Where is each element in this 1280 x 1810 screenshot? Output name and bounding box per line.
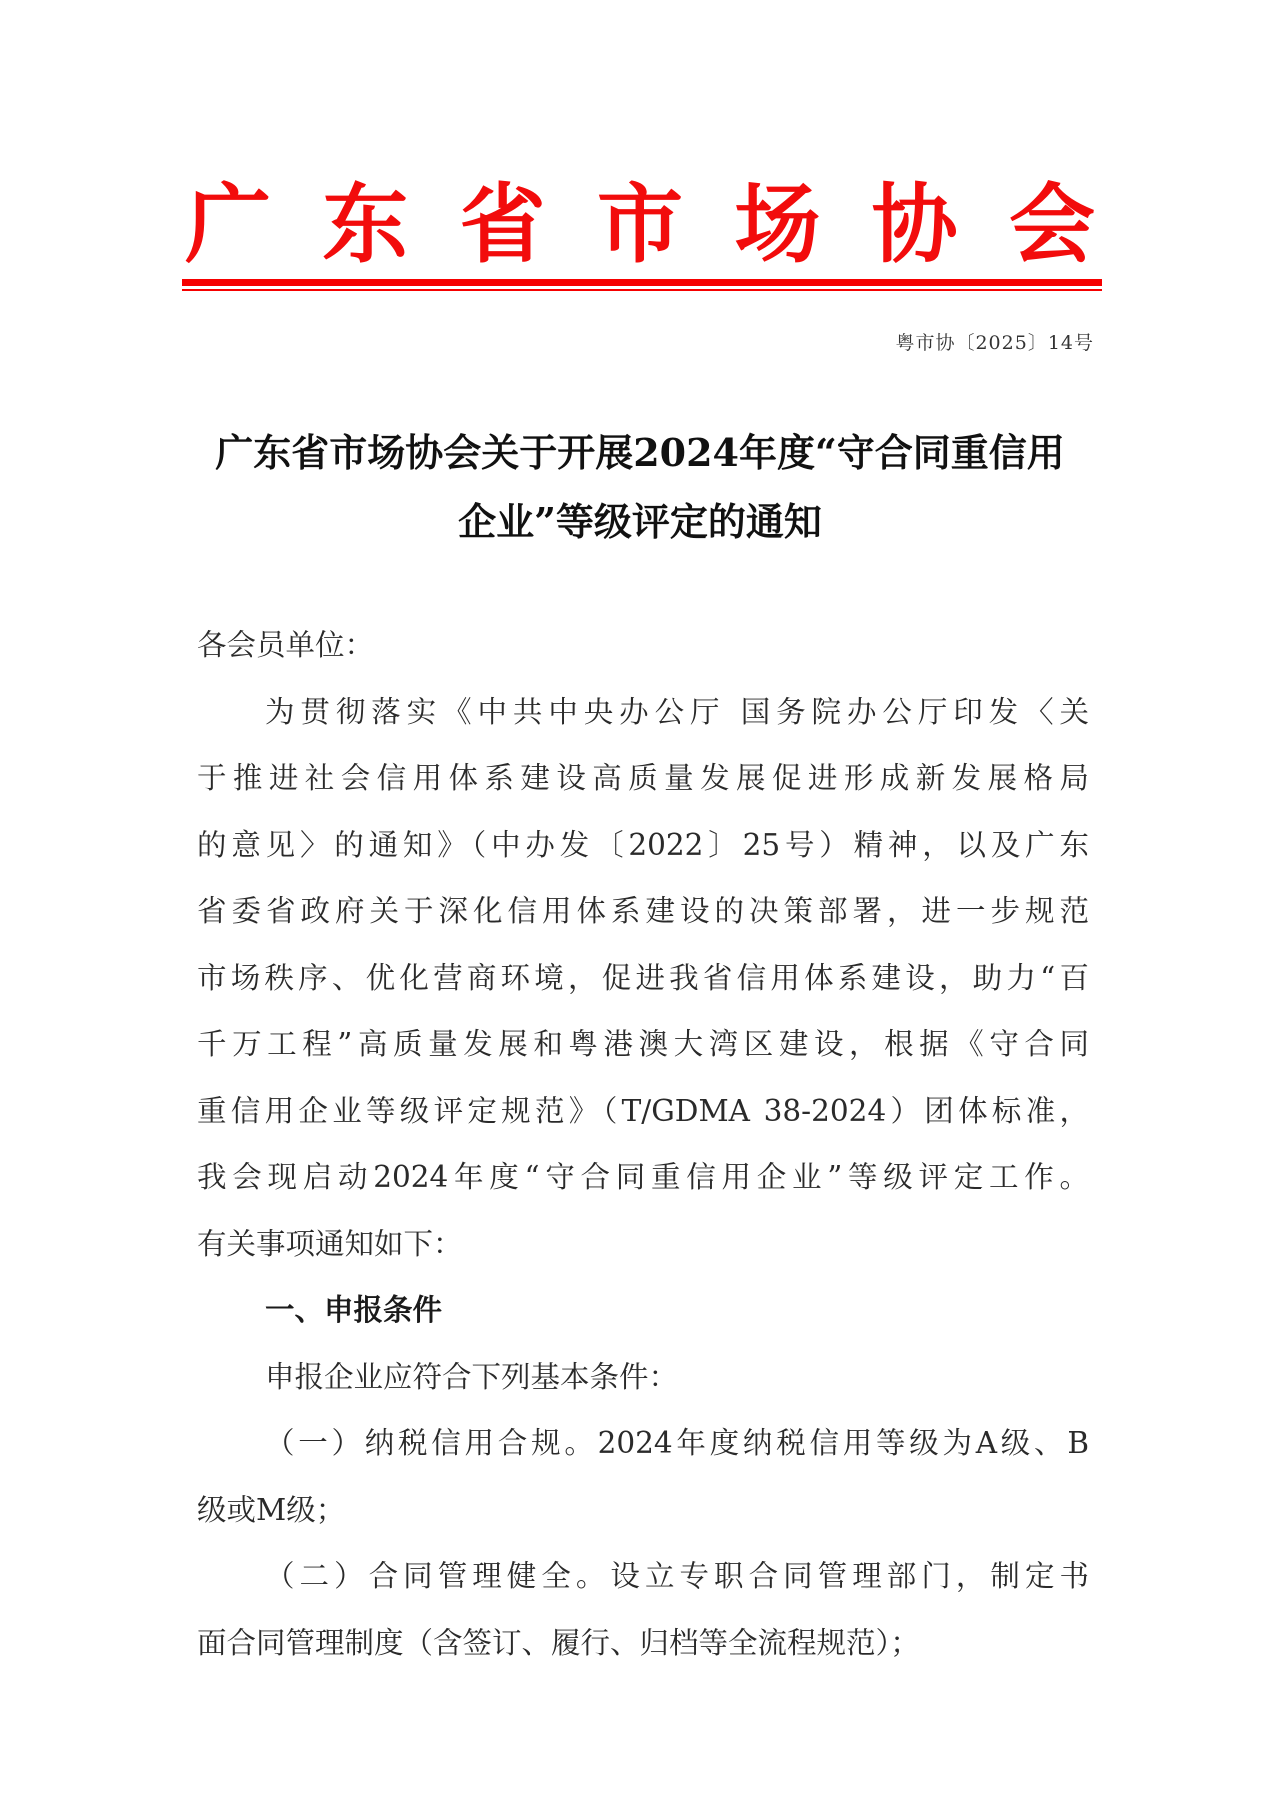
condition-item-1: （一）纳税信用合规。2024年度纳税信用等级为A级、B — [265, 1426, 1089, 1460]
letterhead-char: 场 — [734, 174, 821, 275]
title-line-2: 企业”等级评定的通知 — [458, 499, 822, 544]
letterhead-char: 会 — [1008, 174, 1095, 275]
letterhead-char: 市 — [596, 174, 683, 275]
letterhead-char: 协 — [871, 174, 958, 275]
body-line: 市场秩序、优化营商环境，促进我省信用体系建设，助力“百 — [197, 960, 1089, 995]
condition-item-2-cont: 面合同管理制度（含签订、履行、归档等全流程规范）； — [197, 1625, 920, 1660]
letterhead-char: 广 — [185, 174, 271, 275]
body-line: 千万工程”高质量发展和粤港澳大湾区建设，根据《守合同 — [197, 1027, 1089, 1061]
section-heading: 一、申报条件 — [265, 1292, 443, 1327]
letterhead-rule-thin — [182, 289, 1102, 291]
body-line: 重信用企业等级评定规范》（T/GDMA 38-2024）团体标准， — [197, 1093, 1089, 1128]
letterhead-rule-thick — [182, 279, 1102, 286]
section-intro: 申报企业应符合下列基本条件： — [265, 1359, 679, 1394]
letterhead-char: 省 — [459, 174, 546, 275]
title-line-1: 广东省市场协会关于开展2024年度“守合同重信用 — [215, 430, 1065, 475]
salutation: 各会员单位： — [197, 628, 375, 662]
document-title — [190, 418, 1090, 556]
body-line: 于推进社会信用体系建设高质量发展促进形成新发展格局 — [197, 761, 1089, 795]
body-line: 有关事项通知如下： — [197, 1226, 463, 1261]
body-line: 的意见〉的通知》（中办发〔2022〕25号）精神，以及广东 — [197, 827, 1089, 862]
body-line: 为贯彻落实《中共中央办公厅 国务院办公厅印发〈关 — [265, 694, 1089, 729]
body-line: 省委省政府关于深化信用体系建设的决策部署，进一步规范 — [197, 894, 1089, 928]
condition-item-2: （二）合同管理健全。设立专职合同管理部门，制定书 — [265, 1559, 1089, 1593]
condition-item-1-cont: 级或M级； — [197, 1492, 346, 1527]
body-line: 我会现启动2024年度“守合同重信用企业”等级评定工作。 — [197, 1160, 1089, 1194]
document-body — [197, 612, 1089, 1676]
document-number: 粤市协〔2025〕14号 — [895, 332, 1094, 354]
letterhead-char: 东 — [322, 174, 409, 275]
letterhead-org-name — [185, 170, 1095, 280]
